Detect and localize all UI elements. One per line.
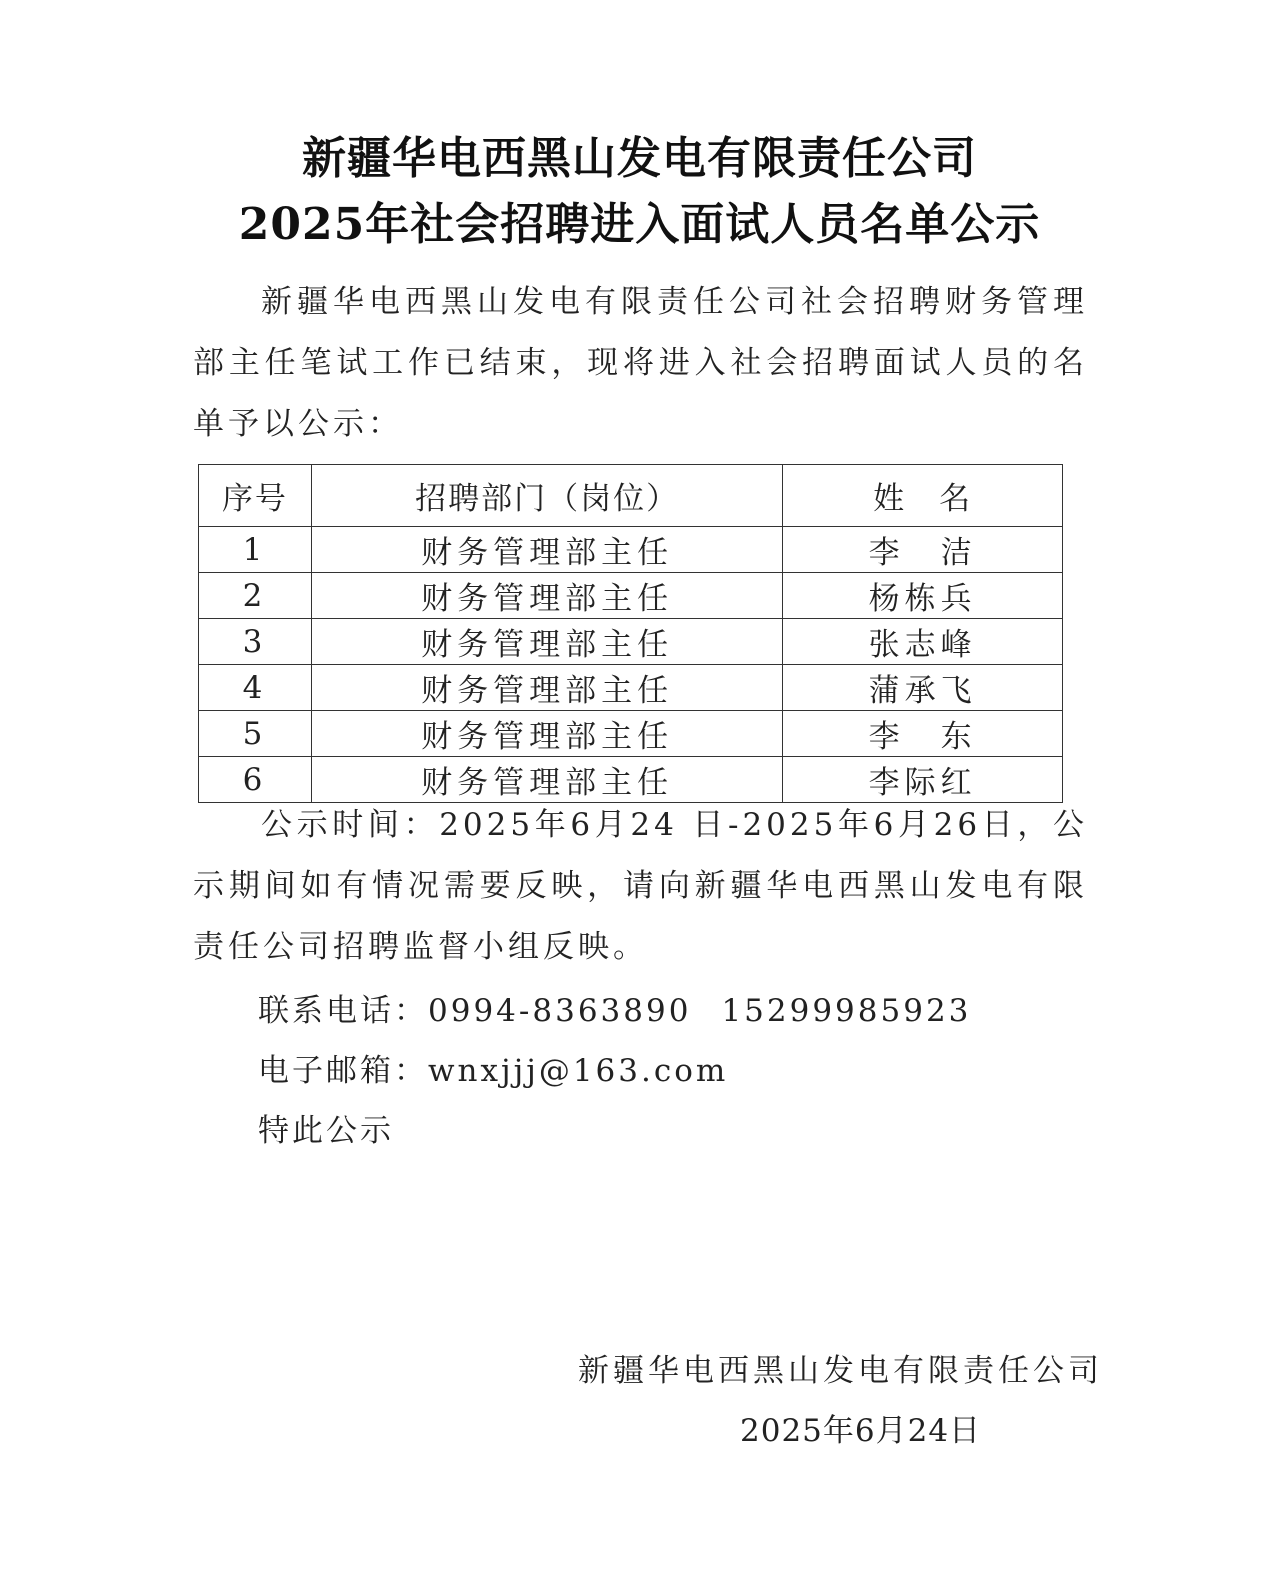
header-serial-number: 序号 [199,465,312,527]
row-department: 财务管理部主任 [311,665,782,711]
document-title-line1: 新疆华电西黑山发电有限责任公司 [302,133,977,184]
row-department: 财务管理部主任 [311,619,782,665]
row-serial-number: 5 [199,711,312,757]
signature-organization: 新疆华电西黑山发电有限责任公司 [578,1353,1103,1389]
contact-email-line [258,1045,728,1090]
document-title-line2: 2025年社会招聘进入面试人员名单公示 [238,199,1041,250]
row-serial-number: 1 [199,527,312,573]
closing-statement: 特此公示 [258,1113,394,1149]
intro-paragraph: 新疆华电西黑山发电有限责任公司社会招聘财务管理部主任笔试工作已结束，现将进入社会招聘面试人员的名单予以公示： [193,284,1088,442]
notice-paragraph: 公示时间：2025年6月24 日-2025年6月26日，公示期间如有情况需要反映，请向新疆华电西黑山发电有限责任公司招聘监督小组反映。 [193,807,1088,965]
header-name: 姓 名 [783,465,1063,527]
contact-email-label: 电子邮箱： [258,1053,428,1089]
table-row [199,573,1063,619]
contact-phone-label: 联系电话： [258,993,428,1029]
row-department: 财务管理部主任 [311,711,782,757]
row-serial-number: 6 [199,757,312,803]
row-department: 财务管理部主任 [311,527,782,573]
contact-phone-1: 0994-8363890 [428,993,692,1029]
row-department: 财务管理部主任 [311,573,782,619]
row-name: 蒲承飞 [783,665,1063,711]
contact-phone-line [258,985,971,1030]
contact-phone-2: 15299985923 [721,993,972,1029]
table-row [199,619,1063,665]
signature-date: 2025年6月24日 [740,1413,982,1449]
row-name: 李际红 [783,757,1063,803]
contact-email-address: wnxjjj@163.com [428,1053,729,1089]
row-name: 张志峰 [783,619,1063,665]
table-row [199,665,1063,711]
table-header-row [199,465,1063,527]
row-serial-number: 2 [199,573,312,619]
row-department: 财务管理部主任 [311,757,782,803]
table-row [199,527,1063,573]
row-name: 李 东 [783,711,1063,757]
interview-roster-table [198,464,1063,803]
row-name: 杨栋兵 [783,573,1063,619]
row-serial-number: 3 [199,619,312,665]
row-serial-number: 4 [199,665,312,711]
row-name: 李 洁 [783,527,1063,573]
header-department-position: 招聘部门（岗位） [311,465,782,527]
table-row [199,711,1063,757]
